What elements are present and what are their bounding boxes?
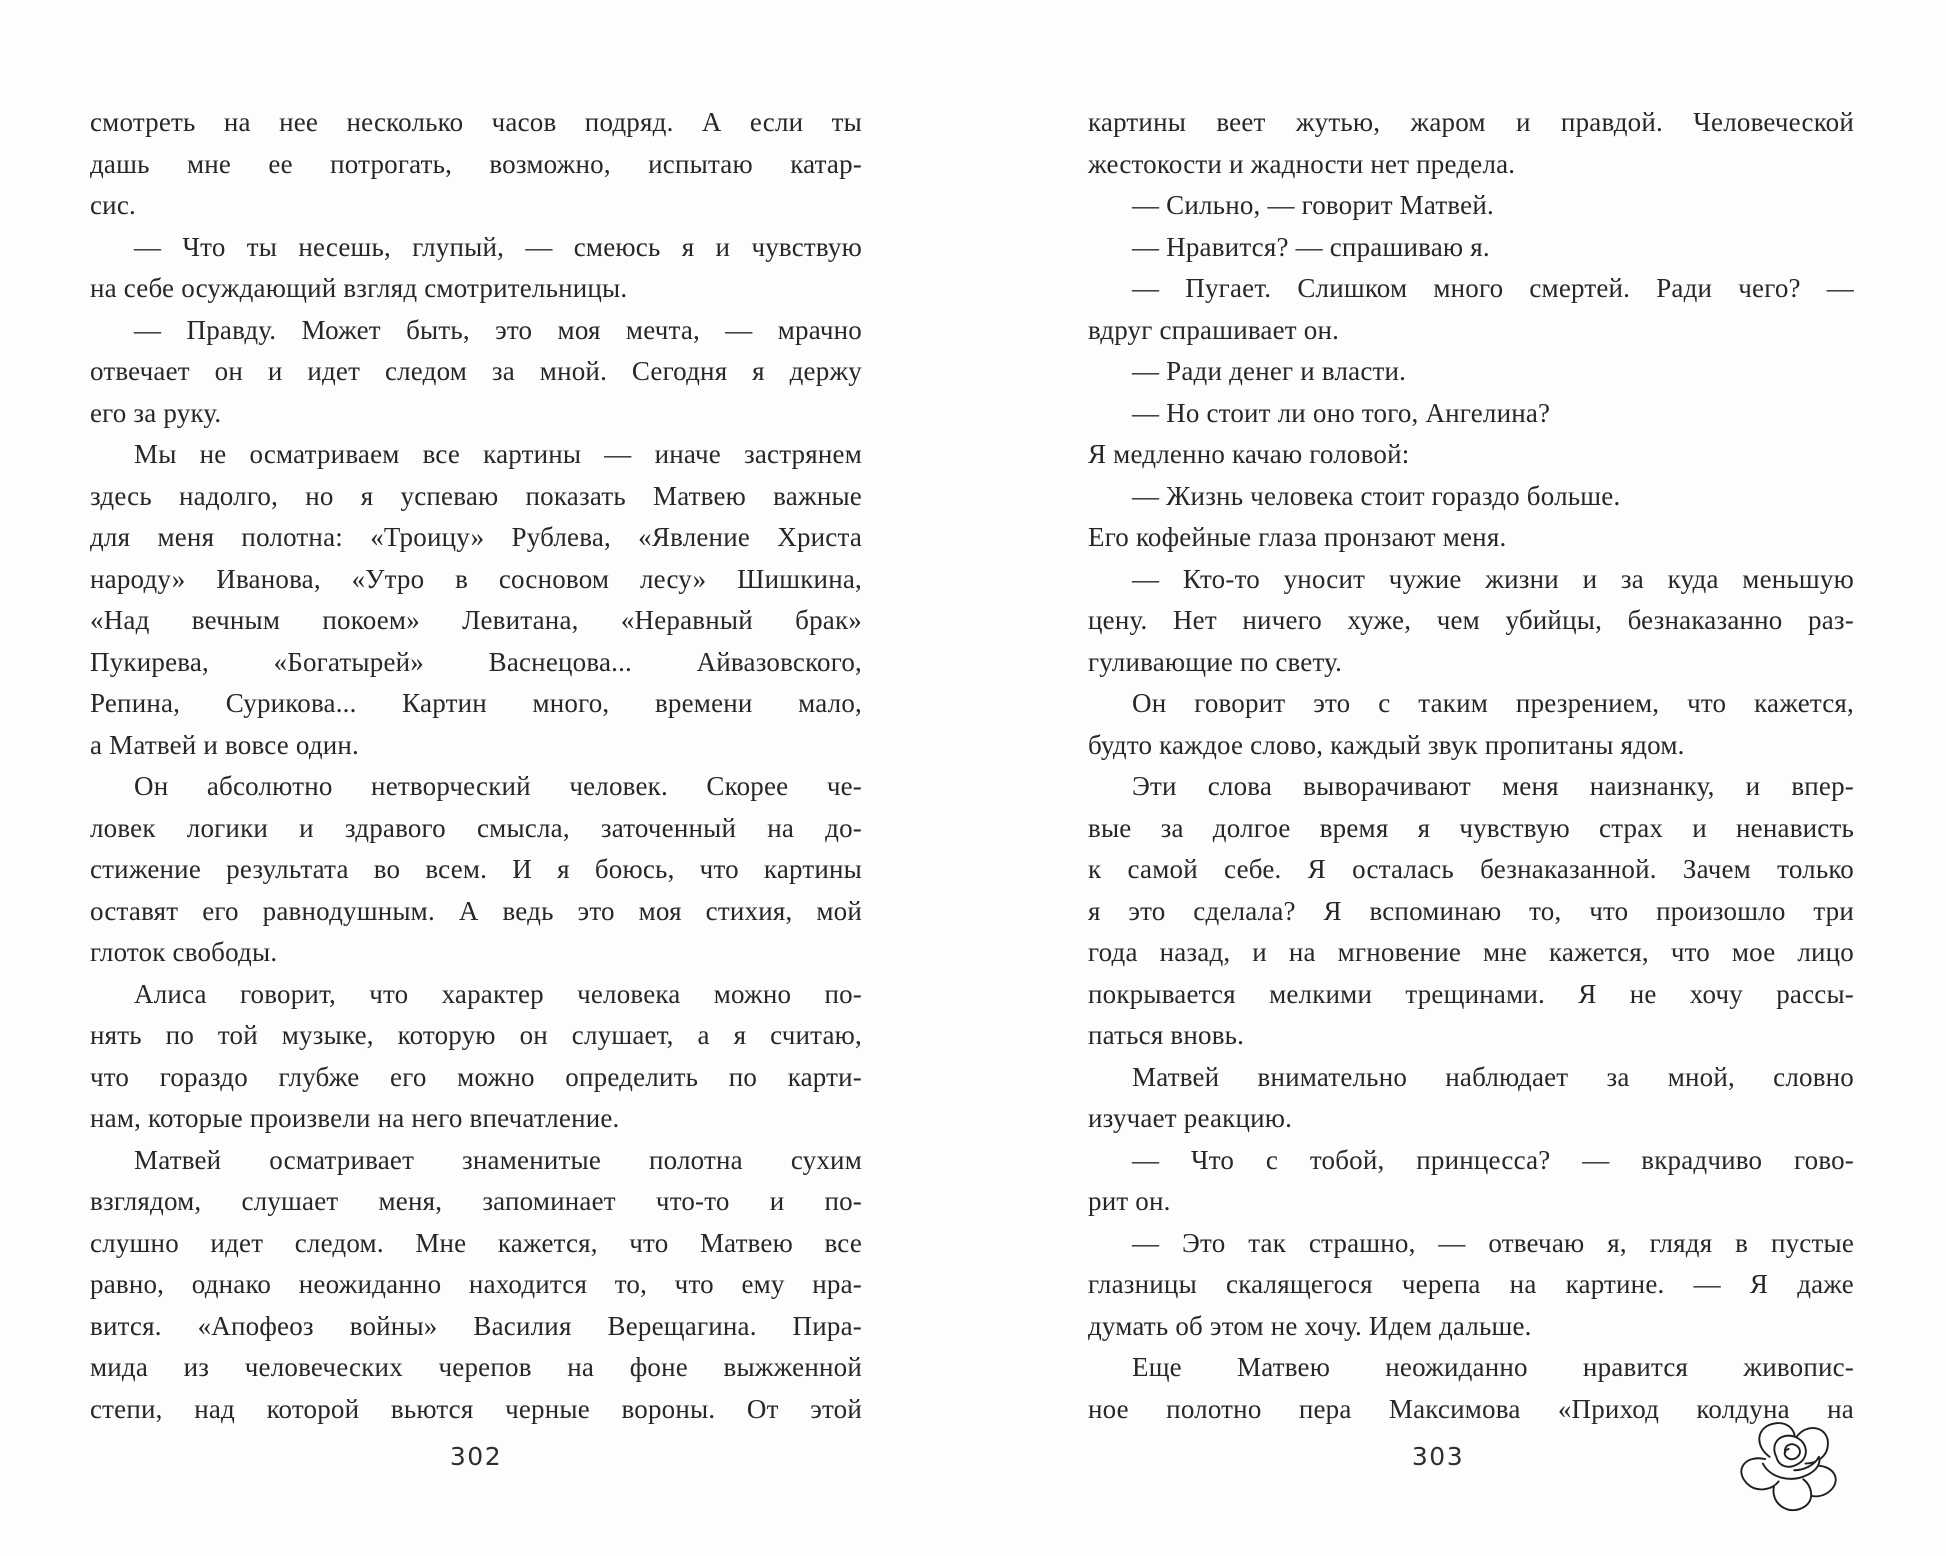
text-line: — Что с тобой, принцесса? — вкрадчиво гово- [1132,1144,1854,1175]
text-line: вдруг спрашивает он. [1088,314,1340,345]
left-page-number: 302 [449,1442,503,1471]
text-line: цену. Нет ничего хуже, чем убийцы, безнаказанно раз- [1088,605,1854,635]
text-line: что гораздо глубже его можно определить по карти- [90,1061,862,1092]
rose-bud-spiral [1785,1444,1800,1459]
text-line: его за руку. [90,397,222,428]
text-line: оставят его равнодушным. А ведь это моя стихия, мой [90,895,862,926]
text-line: отвечает он и идет следом за мной. Сегодня я держу [90,356,862,386]
text-line: равно, однако неожиданно находится то, что ему нра- [90,1269,862,1299]
text-line: смотреть на нее несколько часов подряд. А если ты [90,107,862,137]
text-line: — Сильно, — говорит Матвей. [1132,190,1494,220]
text-line: Репина, Сурикова... Картин много, времени мало, [90,688,862,718]
text-line: мида из человеческих черепов на фоне выжженной [90,1352,862,1382]
text-line: к самой себе. Я осталась безнаказанной. Зачем только [1088,854,1854,884]
text-line: — Жизнь человека стоит гораздо больше. [1132,480,1621,511]
text-line: гуливающие по свету. [1088,646,1343,677]
rose-petal [1773,1479,1811,1510]
text-line: взглядом, слушает меня, запоминает что-то и по- [90,1186,862,1216]
text-line: вые за долгое время я чувствую страх и ненависть [1088,812,1854,843]
text-line: степи, над которой вьются черные вороны. От этой [90,1393,862,1424]
text-line: — Кто-то уносит чужие жизни и за куда меньшую [1132,563,1854,594]
text-line: сис. [90,190,136,220]
text-line: — Это так страшно, — отвечаю я, глядя в пустые [1132,1227,1854,1258]
right-page-number: 303 [1411,1442,1465,1471]
text-line: стижение результата во всем. И я боюсь, что картины [90,854,862,884]
text-line: вится. «Апофеоз войны» Василия Верещагина. Пира- [90,1310,862,1341]
text-line: — Что ты несешь, глупый, — смеюсь я и чувствую [134,231,862,262]
text-line: паться вновь. [1088,1020,1245,1050]
text-line: думать об этом не хочу. Идем дальше. [1088,1310,1532,1341]
text-line: Матвей внимательно наблюдает за мной, словно [1132,1061,1854,1092]
text-line: Мы не осматриваем все картины — иначе застрянем [134,439,862,469]
left-page-text [90,102,862,1430]
text-line: будто каждое слово, каждый звук пропитаны ядом. [1088,729,1685,760]
text-line: Его кофейные глаза пронзают меня. [1088,522,1507,552]
text-line: Я медленно качаю головой: [1088,439,1410,469]
text-line: — Но стоит ли оно того, Ангелина? [1132,397,1551,428]
text-line: глоток свободы. [90,937,278,967]
text-line: глазницы скалящегося черепа на картине. — Я даже [1088,1269,1854,1299]
text-line: а Матвей и вовсе один. [90,729,360,760]
text-line: здесь надолго, но я успеваю показать Матвею важные [90,480,862,511]
text-line: жестокости и жадности нет предела. [1088,148,1516,179]
text-line: покрывается мелкими трещинами. Я не хочу рассы- [1088,978,1854,1009]
text-line: нам, которые произвели на него впечатление. [90,1103,620,1133]
text-line: Эти слова выворачивают меня наизнанку, и впер- [1132,771,1854,801]
right-page-text [1088,102,1854,1430]
text-line: ное полотно пера Максимова «Приход колдуна на [1088,1393,1854,1424]
text-line: Матвей осматривает знаменитые полотна сухим [134,1144,862,1175]
text-line: Он говорит это с таким презрением, что кажется, [1132,688,1854,718]
text-line: народу» Иванова, «Утро в сосновом лесу» Шишкина, [90,563,862,594]
text-line: — Пугает. Слишком много смертей. Ради чего? — [1132,273,1854,303]
text-line: для меня полотна: «Троицу» Рублева, «Явление Христа [90,522,862,552]
text-line: «Над вечным покоем» Левитана, «Неравный брак» [90,605,862,635]
text-line: слушно идет следом. Мне кажется, что Матвею все [90,1227,862,1258]
rose-illustration [1712,1412,1872,1524]
text-line: — Правду. Может быть, это моя мечта, — мрачно [134,314,862,345]
text-line: нять по той музыке, которую он слушает, а я считаю, [90,1020,862,1050]
text-line: ловек логики и здравого смысла, заточенный на до- [90,812,862,843]
text-line: на себе осуждающий взгляд смотрительницы. [90,273,628,303]
text-line: я это сделала? Я вспоминаю то, что произошло три [1088,895,1854,926]
text-line: Он абсолютно нетворческий человек. Скорее че- [134,771,862,801]
text-line: Еще Матвею неожиданно нравится живопис- [1132,1352,1854,1382]
text-line: — Нравится? — спрашиваю я. [1132,231,1490,262]
text-line: — Ради денег и власти. [1132,356,1407,386]
text-line: изучает реакцию. [1088,1103,1293,1133]
text-line: Пукирева, «Богатырей» Васнецова... Айвазовского, [90,646,862,677]
text-line: рит он. [1088,1186,1171,1216]
text-line: картины веет жутью, жаром и правдой. Человеческой [1088,107,1854,137]
text-line: дашь мне ее потрогать, возможно, испытаю катар- [90,148,862,179]
text-line: года назад, и на мгновение мне кажется, что мое лицо [1088,937,1854,967]
text-line: Алиса говорит, что характер человека можно по- [134,978,862,1009]
